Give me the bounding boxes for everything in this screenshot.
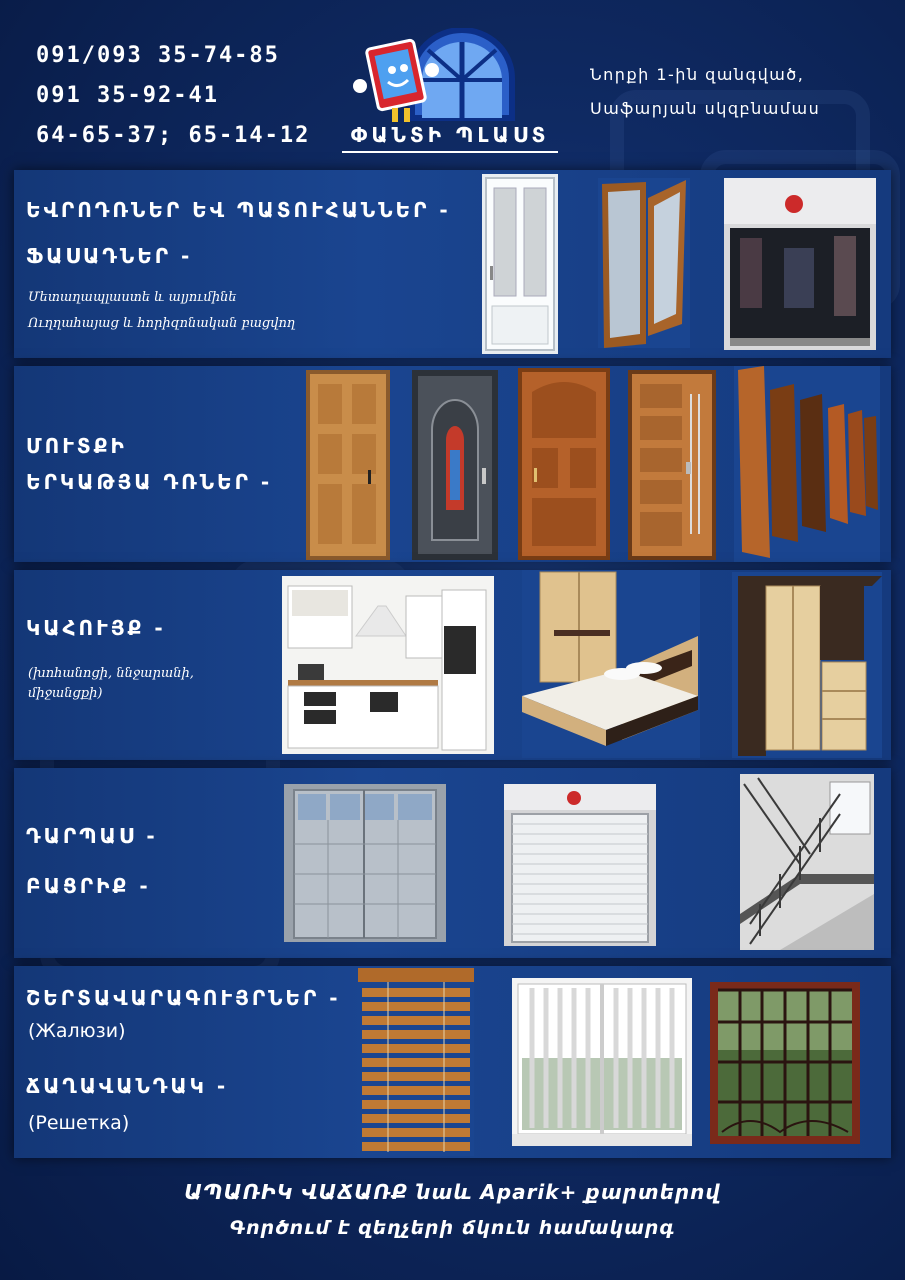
section-subtitle: Ուղղահայաց և հորիզոնական բացվող: [28, 316, 296, 331]
footer: [0, 1175, 905, 1247]
pvc-door-photo: [482, 174, 558, 354]
header: [0, 0, 905, 165]
section-iron-doors: [14, 366, 891, 562]
section-title: ՃԱՂԱՎԱՆԴԱԿ -: [26, 1074, 229, 1098]
logo-name: ՓԱՆՏԻ ՊԼԱՍՏ: [350, 123, 550, 147]
section-note: (Решетка): [28, 1112, 130, 1134]
discount-text: Գործում է զեղչերի ճկուն համակարգ: [229, 1217, 676, 1239]
door-photo: [518, 368, 610, 560]
section-furniture: [14, 570, 891, 760]
vertical-blinds-photo: [512, 978, 692, 1146]
logo-underline: [342, 151, 558, 153]
wooden-blinds-photo: [358, 966, 474, 1156]
doors-group-photo: [734, 366, 880, 562]
storefront-facade-photo: [724, 178, 876, 350]
kitchen-photo: [282, 576, 494, 754]
phone-number[interactable]: 64-65-37; 65-14-12: [36, 123, 311, 148]
section-title: ՖԱՍԱԴՆԵՐ -: [26, 244, 193, 268]
phone-number[interactable]: 091/093 35-74-85: [36, 43, 280, 68]
address-line: Նորքի 1-ին զանգված,: [590, 65, 805, 84]
address-line: Սաֆարյան սկզբնամաս: [590, 99, 821, 118]
door-photo: [628, 370, 716, 560]
door-photo: [412, 370, 498, 560]
garage-gate-photo: [284, 784, 446, 942]
stair-railing-photo: [740, 774, 874, 950]
section-title: ԴԱՐՊԱՍ -: [26, 824, 158, 848]
roller-shutter-photo: [504, 784, 656, 946]
section-title: ԿԱՀՈՒՅՔ -: [26, 616, 166, 640]
section-note: (Жалюзи): [28, 1020, 126, 1042]
door-photo: [306, 370, 390, 560]
wooden-window-photo: [598, 178, 690, 348]
bedroom-furniture-photo: [522, 570, 700, 758]
phone-number[interactable]: 091 35-92-41: [36, 83, 219, 108]
company-logo: [342, 28, 562, 153]
section-title: ԲԱՑՐԻՔ -: [26, 874, 151, 898]
section-subtitle: Մետաղապլաստե և ալյումինե: [28, 290, 237, 305]
phone-list: [36, 36, 310, 156]
section-title: ՄՈՒՏՔԻ: [26, 434, 127, 458]
section-subtitle: (խոհանոցի, ննջարանի,: [28, 666, 194, 681]
section-title: ԵՐԿԱԹՅԱ ԴՌՆԵՐ -: [26, 470, 273, 494]
section-gates: [14, 768, 891, 958]
installment-text: ԱՊԱՌԻԿ ՎԱՃԱՌՔ նաև Aparik+ քարտերով: [184, 1180, 721, 1204]
hallway-wardrobe-photo: [732, 572, 882, 758]
section-windows: [14, 170, 891, 358]
section-title: ԵՎՐՈԴՌՆԵՐ ԵՎ ՊԱՏՈՒՀԱՆՆԵՐ -: [26, 198, 451, 222]
address: [590, 58, 820, 126]
section-blinds-grilles: [14, 966, 891, 1158]
window-mascot-icon: [342, 28, 562, 128]
section-subtitle: միջանցքի): [28, 686, 103, 701]
window-grille-photo: [710, 982, 860, 1144]
section-title: ՇԵՐՏԱՎԱՐԱԳՈՒՅՐՆԵՐ -: [26, 986, 341, 1010]
